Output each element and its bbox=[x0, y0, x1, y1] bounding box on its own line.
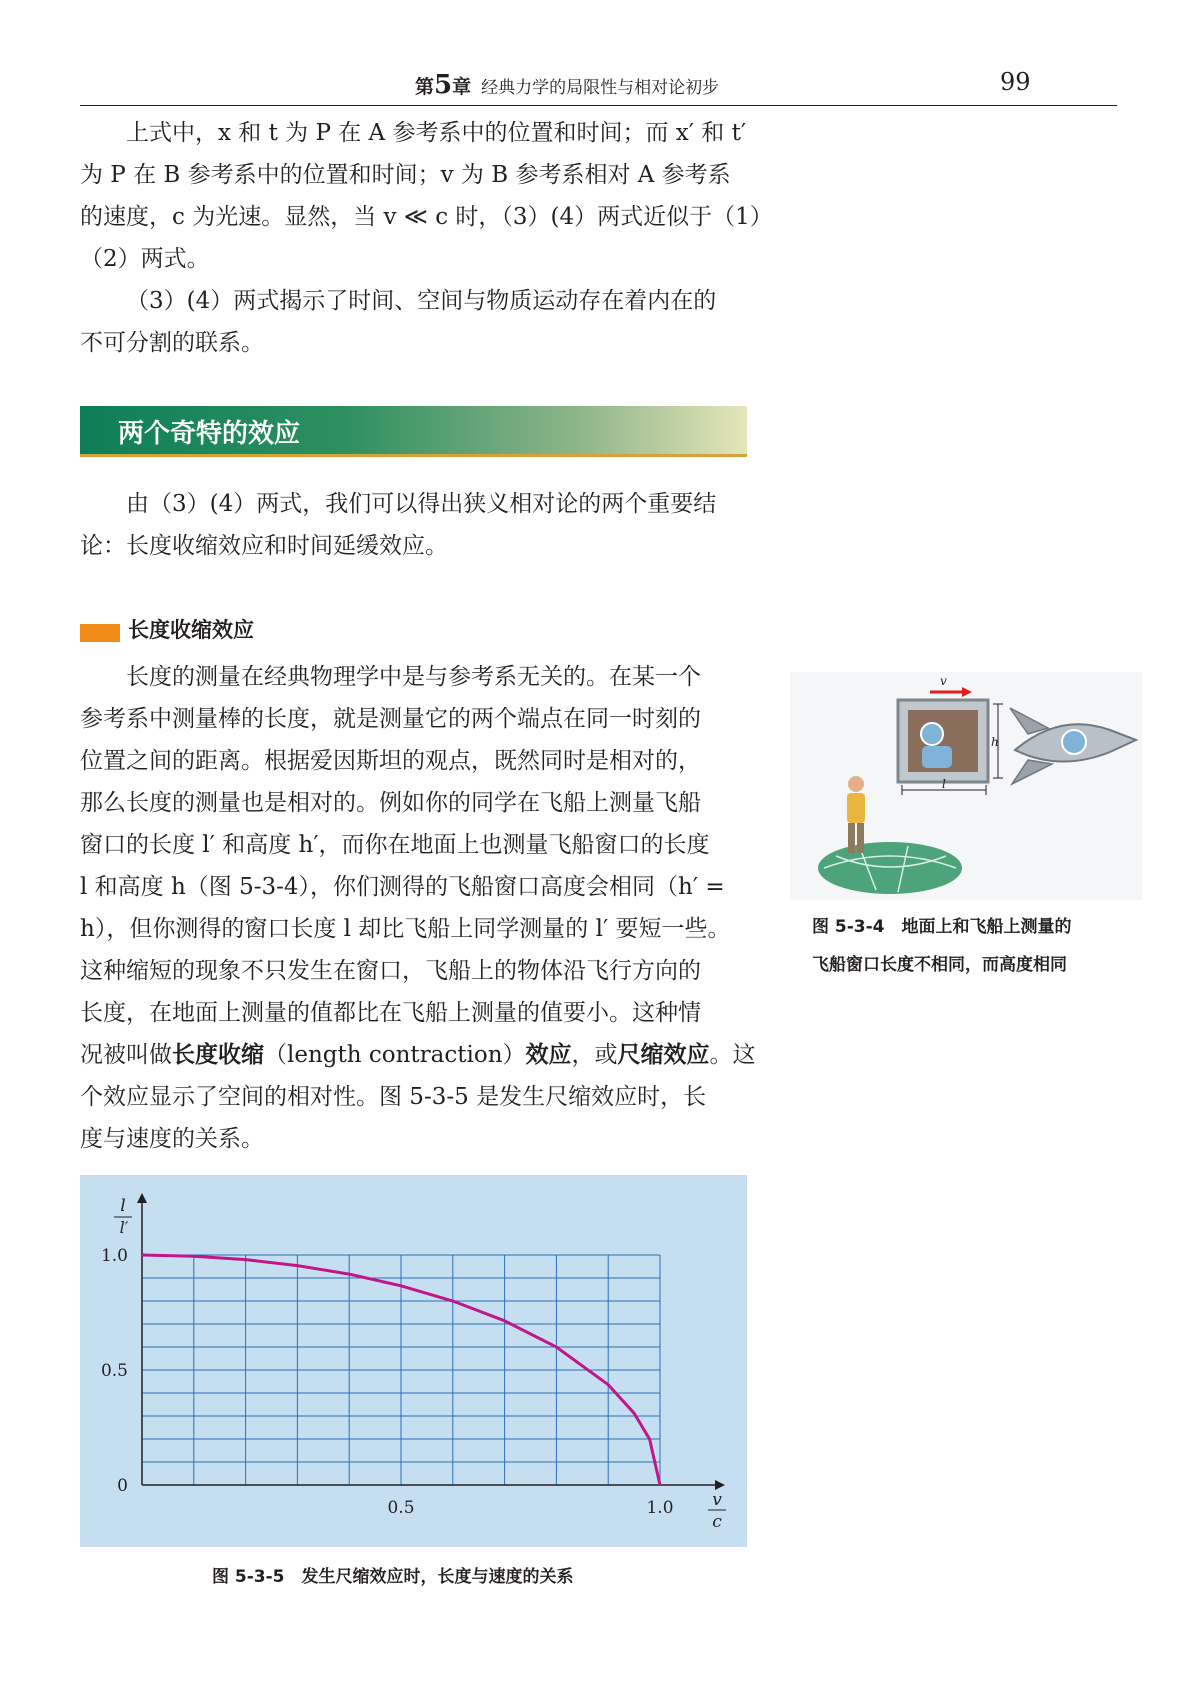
text-line: 窗口的长度 l′ 和高度 h′，而你在地面上也测量飞船窗口的长度 bbox=[80, 832, 710, 858]
figure-5-3-5-caption: 图 5-3-5 发生尺缩效应时，长度与速度的关系 bbox=[212, 1567, 574, 1587]
text-line: 的速度，c 为光速。显然，当 v ≪ c 时，（3）(4）两式近似于（1） bbox=[80, 204, 773, 230]
term-effect: 效应 bbox=[525, 1041, 572, 1068]
text-line: （2）两式。 bbox=[80, 246, 210, 272]
text-line: 这种缩短的现象不只发生在窗口，飞船上的物体沿飞行方向的 bbox=[80, 958, 701, 984]
term-ruler-contraction: 尺缩效应 bbox=[617, 1041, 710, 1068]
x-label-denominator: c bbox=[712, 1512, 722, 1532]
earth-shape bbox=[818, 842, 962, 894]
subsection-paragraph bbox=[80, 656, 756, 1160]
text-line: 个效应显示了空间的相对性。图 5-3-5 是发生尺缩效应时，长 bbox=[80, 1084, 707, 1110]
chart-background bbox=[80, 1175, 747, 1547]
text-line: 论：长度收缩效应和时间延缓效应。 bbox=[80, 533, 448, 559]
header-rule bbox=[80, 105, 1117, 106]
figure-5-3-4-caption-line-2: 飞船窗口长度不相同，而高度相同 bbox=[812, 955, 1067, 975]
length-label: l bbox=[942, 777, 946, 791]
y-tick-label: 1.0 bbox=[100, 1246, 128, 1266]
figure-5-3-4-caption-line-1: 图 5-3-4 地面上和飞船上测量的 bbox=[812, 917, 1072, 937]
observer-figure bbox=[847, 776, 865, 853]
y-label-numerator: l bbox=[120, 1196, 126, 1216]
text-line: 位置之间的距离。根据爱因斯坦的观点，既然同时是相对的， bbox=[80, 748, 701, 774]
x-tick-label: 1.0 bbox=[646, 1498, 674, 1518]
text-line: 为 P 在 B 参考系中的位置和时间；v 为 B 参考系相对 A 参考系 bbox=[80, 162, 731, 188]
figure-5-3-4-illustration bbox=[790, 672, 1142, 900]
text-line: h），但你测得的窗口长度 l 却比飞船上同学测量的 l′ 要短一些。 bbox=[80, 916, 731, 942]
intro-paragraph-2 bbox=[80, 280, 750, 364]
y-label-denominator: l′ bbox=[119, 1218, 129, 1237]
y-tick-label: 0 bbox=[117, 1476, 128, 1496]
text-line: 上式中，x 和 t 为 P 在 A 参考系中的位置和时间；而 x′ 和 t′ bbox=[126, 120, 747, 146]
text-line: 那么长度的测量也是相对的。例如你的同学在飞船上测量飞船 bbox=[80, 790, 701, 816]
y-tick-label: 0.5 bbox=[100, 1361, 128, 1381]
spaceship bbox=[1010, 708, 1136, 784]
chapter-header bbox=[415, 70, 719, 100]
text-line: 长度，在地面上测量的值都比在飞船上测量的值要小。这种情 bbox=[80, 1000, 701, 1026]
page-number: 99 bbox=[1000, 68, 1031, 96]
text-line: 由（3）(4）两式，我们可以得出狭义相对论的两个重要结 bbox=[126, 491, 717, 517]
section-paragraph bbox=[80, 483, 750, 567]
subsection-marker bbox=[80, 624, 120, 642]
text-line: （3）(4）两式揭示了时间、空间与物质运动存在着内在的 bbox=[126, 288, 717, 314]
text-line: 不可分割的联系。 bbox=[80, 330, 264, 356]
length-contraction-chart bbox=[80, 1175, 747, 1547]
astronaut-in-ship bbox=[1062, 730, 1086, 754]
velocity-label: v bbox=[940, 674, 947, 688]
x-label-numerator: v bbox=[712, 1490, 722, 1510]
chapter-title: 经典力学的局限性与相对论初步 bbox=[481, 78, 720, 98]
text-line: 况被叫做长度收缩（length contraction）效应，或尺缩效应。这 bbox=[80, 1041, 756, 1068]
text-line: 度与速度的关系。 bbox=[80, 1126, 264, 1152]
height-label: h bbox=[991, 735, 999, 749]
astronaut-in-window bbox=[921, 723, 943, 745]
text-line: l 和高度 h（图 5-3-4），你们测得的飞船窗口高度会相同（h′ = bbox=[80, 874, 725, 900]
x-tick-label: 0.5 bbox=[387, 1498, 415, 1518]
intro-paragraph-1 bbox=[80, 112, 773, 280]
section-banner-underline bbox=[80, 454, 747, 457]
text-line: 参考系中测量棒的长度，就是测量它的两个端点在同一时刻的 bbox=[80, 706, 701, 732]
subsection-title: 长度收缩效应 bbox=[128, 618, 254, 642]
text-line: 长度的测量在经典物理学中是与参考系无关的。在某一个 bbox=[126, 664, 701, 690]
chapter-label: 第5章 bbox=[415, 70, 472, 100]
section-title: 两个奇特的效应 bbox=[118, 419, 301, 449]
term-length-contraction: 长度收缩 bbox=[172, 1041, 264, 1068]
